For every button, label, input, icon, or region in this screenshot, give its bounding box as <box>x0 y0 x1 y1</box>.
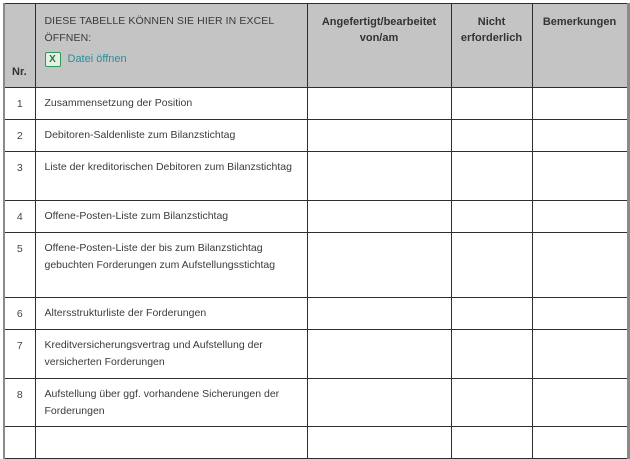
table-header-row <box>4 4 628 88</box>
table-row <box>4 120 628 152</box>
cell-remarks[interactable] <box>532 298 628 330</box>
cell-remarks[interactable] <box>532 120 628 152</box>
excel-hint-text: DIESE TABELLE KÖNNEN SIE HIER IN EXCEL ÖFFNEN: <box>44 15 274 44</box>
cell-not-required[interactable] <box>451 88 532 120</box>
row-number: 3 <box>4 152 35 201</box>
row-position: Altersstrukturliste der Forderungen <box>35 298 307 330</box>
row-position: Offene-Posten-Liste der bis zum Bilanzstichtag gebuchten Forderungen zum Aufstellungsstichtag <box>35 233 307 298</box>
cell-prepared-by[interactable] <box>307 152 451 201</box>
column-header-remarks: Bemerkungen <box>532 4 628 88</box>
cell-not-required[interactable] <box>451 379 532 427</box>
row-number: 8 <box>4 379 35 427</box>
row-number: 6 <box>4 298 35 330</box>
cell-remarks[interactable] <box>532 152 628 201</box>
row-position: Aufstellung über ggf. vorhandene Sicherungen der Forderungen <box>35 379 307 427</box>
column-header-position <box>35 4 307 88</box>
open-file-label[interactable]: Datei öffnen <box>67 53 127 65</box>
cell-remarks[interactable] <box>532 427 628 459</box>
row-position: Offene-Posten-Liste zum Bilanzstichtag <box>35 201 307 233</box>
row-number: 4 <box>4 201 35 233</box>
cell-prepared-by[interactable] <box>307 201 451 233</box>
cell-remarks[interactable] <box>532 330 628 379</box>
cell-not-required[interactable] <box>451 120 532 152</box>
table-row <box>4 201 628 233</box>
table-row <box>4 233 628 298</box>
cell-remarks[interactable] <box>532 201 628 233</box>
cell-prepared-by[interactable] <box>307 379 451 427</box>
cell-prepared-by[interactable] <box>307 330 451 379</box>
cell-not-required[interactable] <box>451 298 532 330</box>
column-header-not-required: Nicht erforderlich <box>451 4 532 88</box>
open-file-link[interactable] <box>45 51 127 68</box>
row-number: 1 <box>4 88 35 120</box>
row-position: Debitoren-Saldenliste zum Bilanzstichtag <box>35 120 307 152</box>
table-row <box>4 427 628 459</box>
table-row <box>4 152 628 201</box>
cell-not-required[interactable] <box>451 152 532 201</box>
cell-not-required[interactable] <box>451 233 532 298</box>
row-number: 2 <box>4 120 35 152</box>
table-row <box>4 379 628 427</box>
cell-not-required[interactable] <box>451 201 532 233</box>
cell-prepared-by[interactable] <box>307 88 451 120</box>
table-row <box>4 330 628 379</box>
row-position: Liste der kreditorischen Debitoren zum Bilanzstichtag <box>35 152 307 201</box>
cell-prepared-by[interactable] <box>307 233 451 298</box>
row-number <box>4 427 35 459</box>
excel-icon: X <box>45 52 61 67</box>
row-number: 5 <box>4 233 35 298</box>
cell-prepared-by[interactable] <box>307 427 451 459</box>
cell-prepared-by[interactable] <box>307 120 451 152</box>
cell-remarks[interactable] <box>532 88 628 120</box>
row-position: Kreditversicherungsvertrag und Aufstellung der versicherten Forderungen <box>35 330 307 379</box>
row-position: Zusammensetzung der Position <box>35 88 307 120</box>
table-row <box>4 298 628 330</box>
row-position <box>35 427 307 459</box>
cell-prepared-by[interactable] <box>307 298 451 330</box>
column-header-prepared-by: Angefertigt/bearbeitet von/am <box>307 4 451 88</box>
cell-not-required[interactable] <box>451 330 532 379</box>
cell-remarks[interactable] <box>532 379 628 427</box>
table-row <box>4 88 628 120</box>
column-header-nr: Nr. <box>4 4 35 88</box>
row-number: 7 <box>4 330 35 379</box>
cell-not-required[interactable] <box>451 427 532 459</box>
cell-remarks[interactable] <box>532 233 628 298</box>
checklist-table <box>3 3 630 459</box>
